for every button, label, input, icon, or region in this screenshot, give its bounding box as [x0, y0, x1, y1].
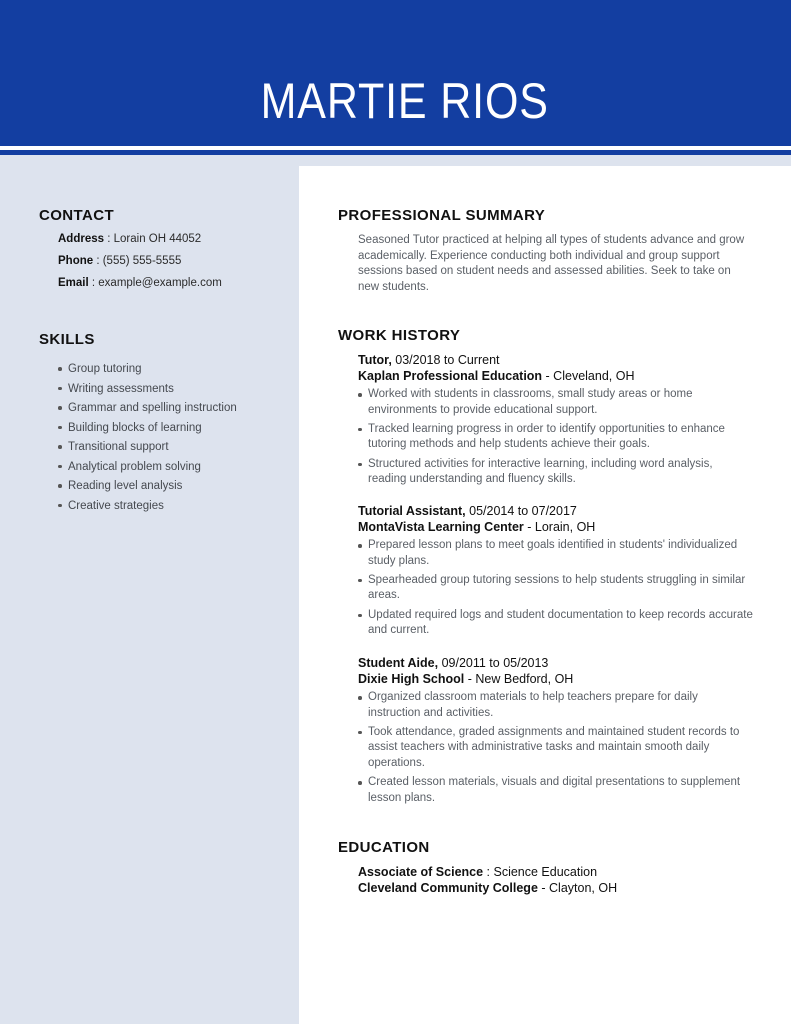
job-bullet: Worked with students in classrooms, small study areas or home environments to provide educational support. — [358, 387, 753, 418]
skill-item: Transitional support — [58, 440, 237, 460]
contact-title: CONTACT — [39, 207, 115, 224]
job-bullet: Spearheaded group tutoring sessions to help students struggling in similar areas. — [358, 573, 753, 604]
phone-label: Phone — [58, 255, 94, 267]
job-bullets — [358, 538, 753, 642]
work-title: WORK HISTORY — [338, 327, 461, 344]
skills-list — [58, 362, 237, 518]
job-company: Dixie High School — [358, 672, 465, 686]
job-company: Kaplan Professional Education — [358, 369, 543, 383]
job-location: - Lorain, OH — [523, 520, 596, 534]
job-bullet: Organized classroom materials to help teachers prepare for daily instruction and activities. — [358, 690, 753, 721]
job-role: Student Aide, — [358, 656, 439, 670]
skill-item: Group tutoring — [58, 362, 237, 382]
skill-item: Building blocks of learning — [58, 421, 237, 441]
contact-phone — [58, 255, 181, 267]
job-location: - Cleveland, OH — [542, 369, 635, 383]
skill-item: Creative strategies — [58, 499, 237, 519]
job-bullet: Updated required logs and student documentation to keep records accurate and current. — [358, 608, 753, 639]
job-company-line — [358, 671, 573, 687]
job-bullet: Prepared lesson plans to meet goals identified in students' individualized study plans. — [358, 538, 753, 569]
education-location: - Clayton, OH — [537, 881, 618, 895]
education-school: Cleveland Community College — [358, 881, 538, 895]
email-label: Email — [58, 277, 89, 289]
job-title-line — [358, 655, 548, 671]
skills-title: SKILLS — [39, 331, 95, 348]
job-bullet: Took attendance, graded assignments and maintained student records to assist teachers with administrative tasks and maintain smooth daily operations. — [358, 725, 753, 772]
skill-item: Grammar and spelling instruction — [58, 401, 237, 421]
job-dates: 03/2018 to Current — [391, 353, 500, 367]
job-company-line — [358, 519, 595, 535]
job-bullet: Structured activities for interactive learning, including word analysis, reading understanding and fluency skills. — [358, 457, 753, 488]
phone-value: : (555) 555-5555 — [93, 255, 182, 267]
sidebar — [0, 166, 299, 1024]
skill-item: Reading level analysis — [58, 479, 237, 499]
summary-title: PROFESSIONAL SUMMARY — [338, 207, 546, 224]
job-bullet: Tracked learning progress in order to identify opportunities to enhance tutoring methods and help students achieve their goals. — [358, 422, 753, 453]
education-field: : Science Education — [483, 865, 598, 879]
address-label: Address — [58, 233, 105, 245]
job-location: - New Bedford, OH — [464, 672, 574, 686]
job-dates: 09/2011 to 05/2013 — [438, 656, 549, 670]
job-bullet: Created lesson materials, visuals and digital presentations to supplement lesson plans. — [358, 775, 753, 806]
job-title-line — [358, 352, 500, 368]
education-degree: Associate of Science — [358, 865, 484, 879]
education-school-line — [358, 880, 617, 896]
job-dates: 05/2014 to 07/2017 — [465, 504, 577, 518]
job-role: Tutor, — [358, 353, 392, 367]
education-degree-line — [358, 864, 597, 880]
candidate-name: MARTIE RIOS — [260, 72, 549, 129]
summary-text: Seasoned Tutor practiced at helping all types of students advance and grow academically. Experience conducting both individual and group support sessions based on student needs and assessed abilities. Seek to take on new students. — [358, 234, 745, 293]
job-role: Tutorial Assistant, — [358, 504, 466, 518]
job-company-line — [358, 368, 634, 384]
address-value: : Lorain OH 44052 — [104, 233, 202, 245]
education-title: EDUCATION — [338, 839, 430, 856]
skill-item: Writing assessments — [58, 382, 237, 402]
contact-email — [58, 277, 222, 289]
contact-address — [58, 233, 201, 245]
email-value: : example@example.com — [88, 277, 222, 289]
job-title-line — [358, 503, 577, 519]
job-bullets — [358, 387, 753, 491]
divider-strip — [0, 155, 791, 166]
skill-item: Analytical problem solving — [58, 460, 237, 480]
job-bullets — [358, 690, 753, 810]
job-company: MontaVista Learning Center — [358, 520, 524, 534]
